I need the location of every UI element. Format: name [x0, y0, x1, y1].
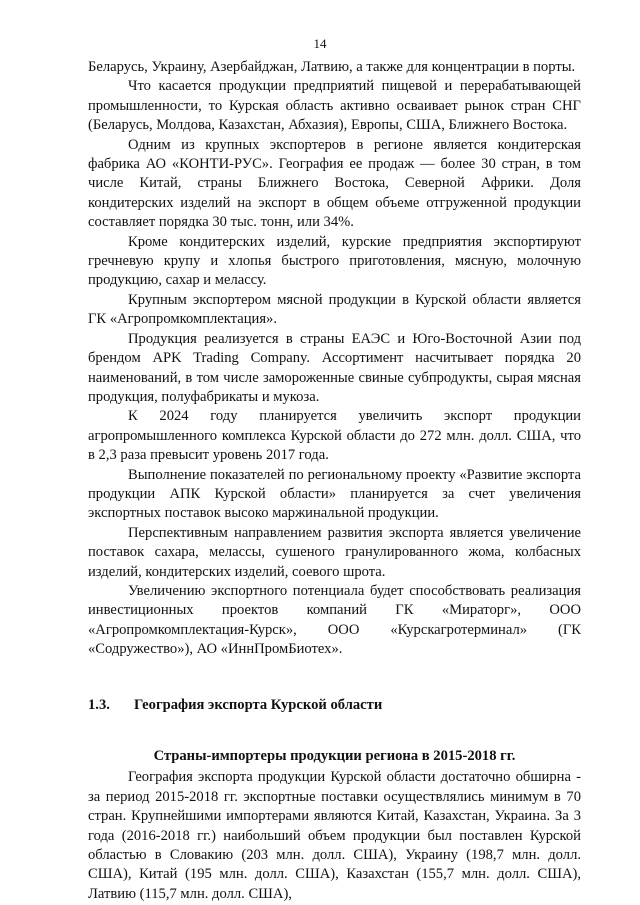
section-number: 1.3. [88, 696, 110, 713]
paragraph-apk-trading: Продукция реализуется в страны ЕАЭС и Юго-Восточной Азии под брендом APK Trading Company. Ассортимент насчитывает порядка 20 наименований, в том числе замороженные свиные субпродукты, сырая мясная продукция, полуфабрикаты и мукоза. [88, 330, 581, 405]
paragraph-export-geography: География экспорта продукции Курской области достаточно обширна - за период 2015-2018 гг. экспортные поставки осуществлялись минимум в 70 стран. Крупнейшими импортерами являются Китай, Казахстан, Украина. За 3 года (2016-2018 гг.) наибольший объем продукции был поставлен Курской областью в Словакию (203 млн. долл. США), Украину (198,7 млн. долл. США), Китай (195 млн. долл. США), Казахстан (155,7 млн. долл. США), Латвию (115,7 млн. долл. США), [88, 769, 581, 902]
paragraph-konti-rus: Одним из крупных экспортеров в регионе является кондитерская фабрика АО «КОНТИ-РУС». География ее продаж — более 30 стран, в том числе Китай, страны Ближнего Востока, Северной Африки. Доля кондитерских изделий на экспорт в общем объеме отгруженной продукции составляет порядка 30 тыс. тонн, или 34%. [88, 136, 581, 231]
paragraph-meat-exporter: Крупным экспортером мясной продукции в Курской области является ГК «Агропромкомплектация». [88, 291, 581, 328]
paragraph-continuation: Беларусь, Украину, Азербайджан, Латвию, а также для концентрации в порты. [88, 59, 576, 75]
page-body [88, 58, 581, 904]
section-heading [88, 696, 581, 715]
page-number: 14 [313, 36, 327, 51]
paragraph-investment-projects: Увеличению экспортного потенциала будет способствовать реализация инвестиционных проектов компаний ГК «Мираторг», ООО «Агропромкомплектация-Курск», ООО «Курскагротерминал» (ГК «Содружество»), АО «ИннПромБиотех». [88, 582, 581, 658]
paragraph-perspective: Перспективным направлением развития экспорта является увеличение поставок сахара, мелассы, сушеного гранулированного жома, колбасных изделий, кондитерских изделий, соевого шрота. [88, 524, 581, 580]
section-title: География экспорта Курской области [134, 696, 383, 713]
subsection-title: Страны-импортеры продукции региона в 2015-2018 гг. [153, 748, 516, 764]
paragraph-other-exports: Кроме кондитерских изделий, курские предприятия экспортируют гречневую крупу и хлопья быстрого приготовления, мясную, молочную продукцию, сахар и мелассу. [88, 233, 581, 289]
paragraph-regional-project: Выполнение показателей по региональному проекту «Развитие экспорта продукции АПК Курской области» планируется за счет увеличения экспортных поставок высоко маржинальной продукции. [88, 466, 581, 522]
paragraph-food-industry: Что касается продукции предприятий пищевой и перерабатывающей промышленности, то Курская область активно осваивает рынок стран СНГ (Беларусь, Молдова, Казахстан, Абхазия), Европы, США, Ближнего Востока. [88, 78, 581, 134]
paragraph-2024-plan: К 2024 году планируется увеличить экспорт продукции агропромышленного комплекса Курской области до 272 млн. долл. США, что в 2,3 раза превысит уровень 2017 года. [88, 408, 581, 464]
